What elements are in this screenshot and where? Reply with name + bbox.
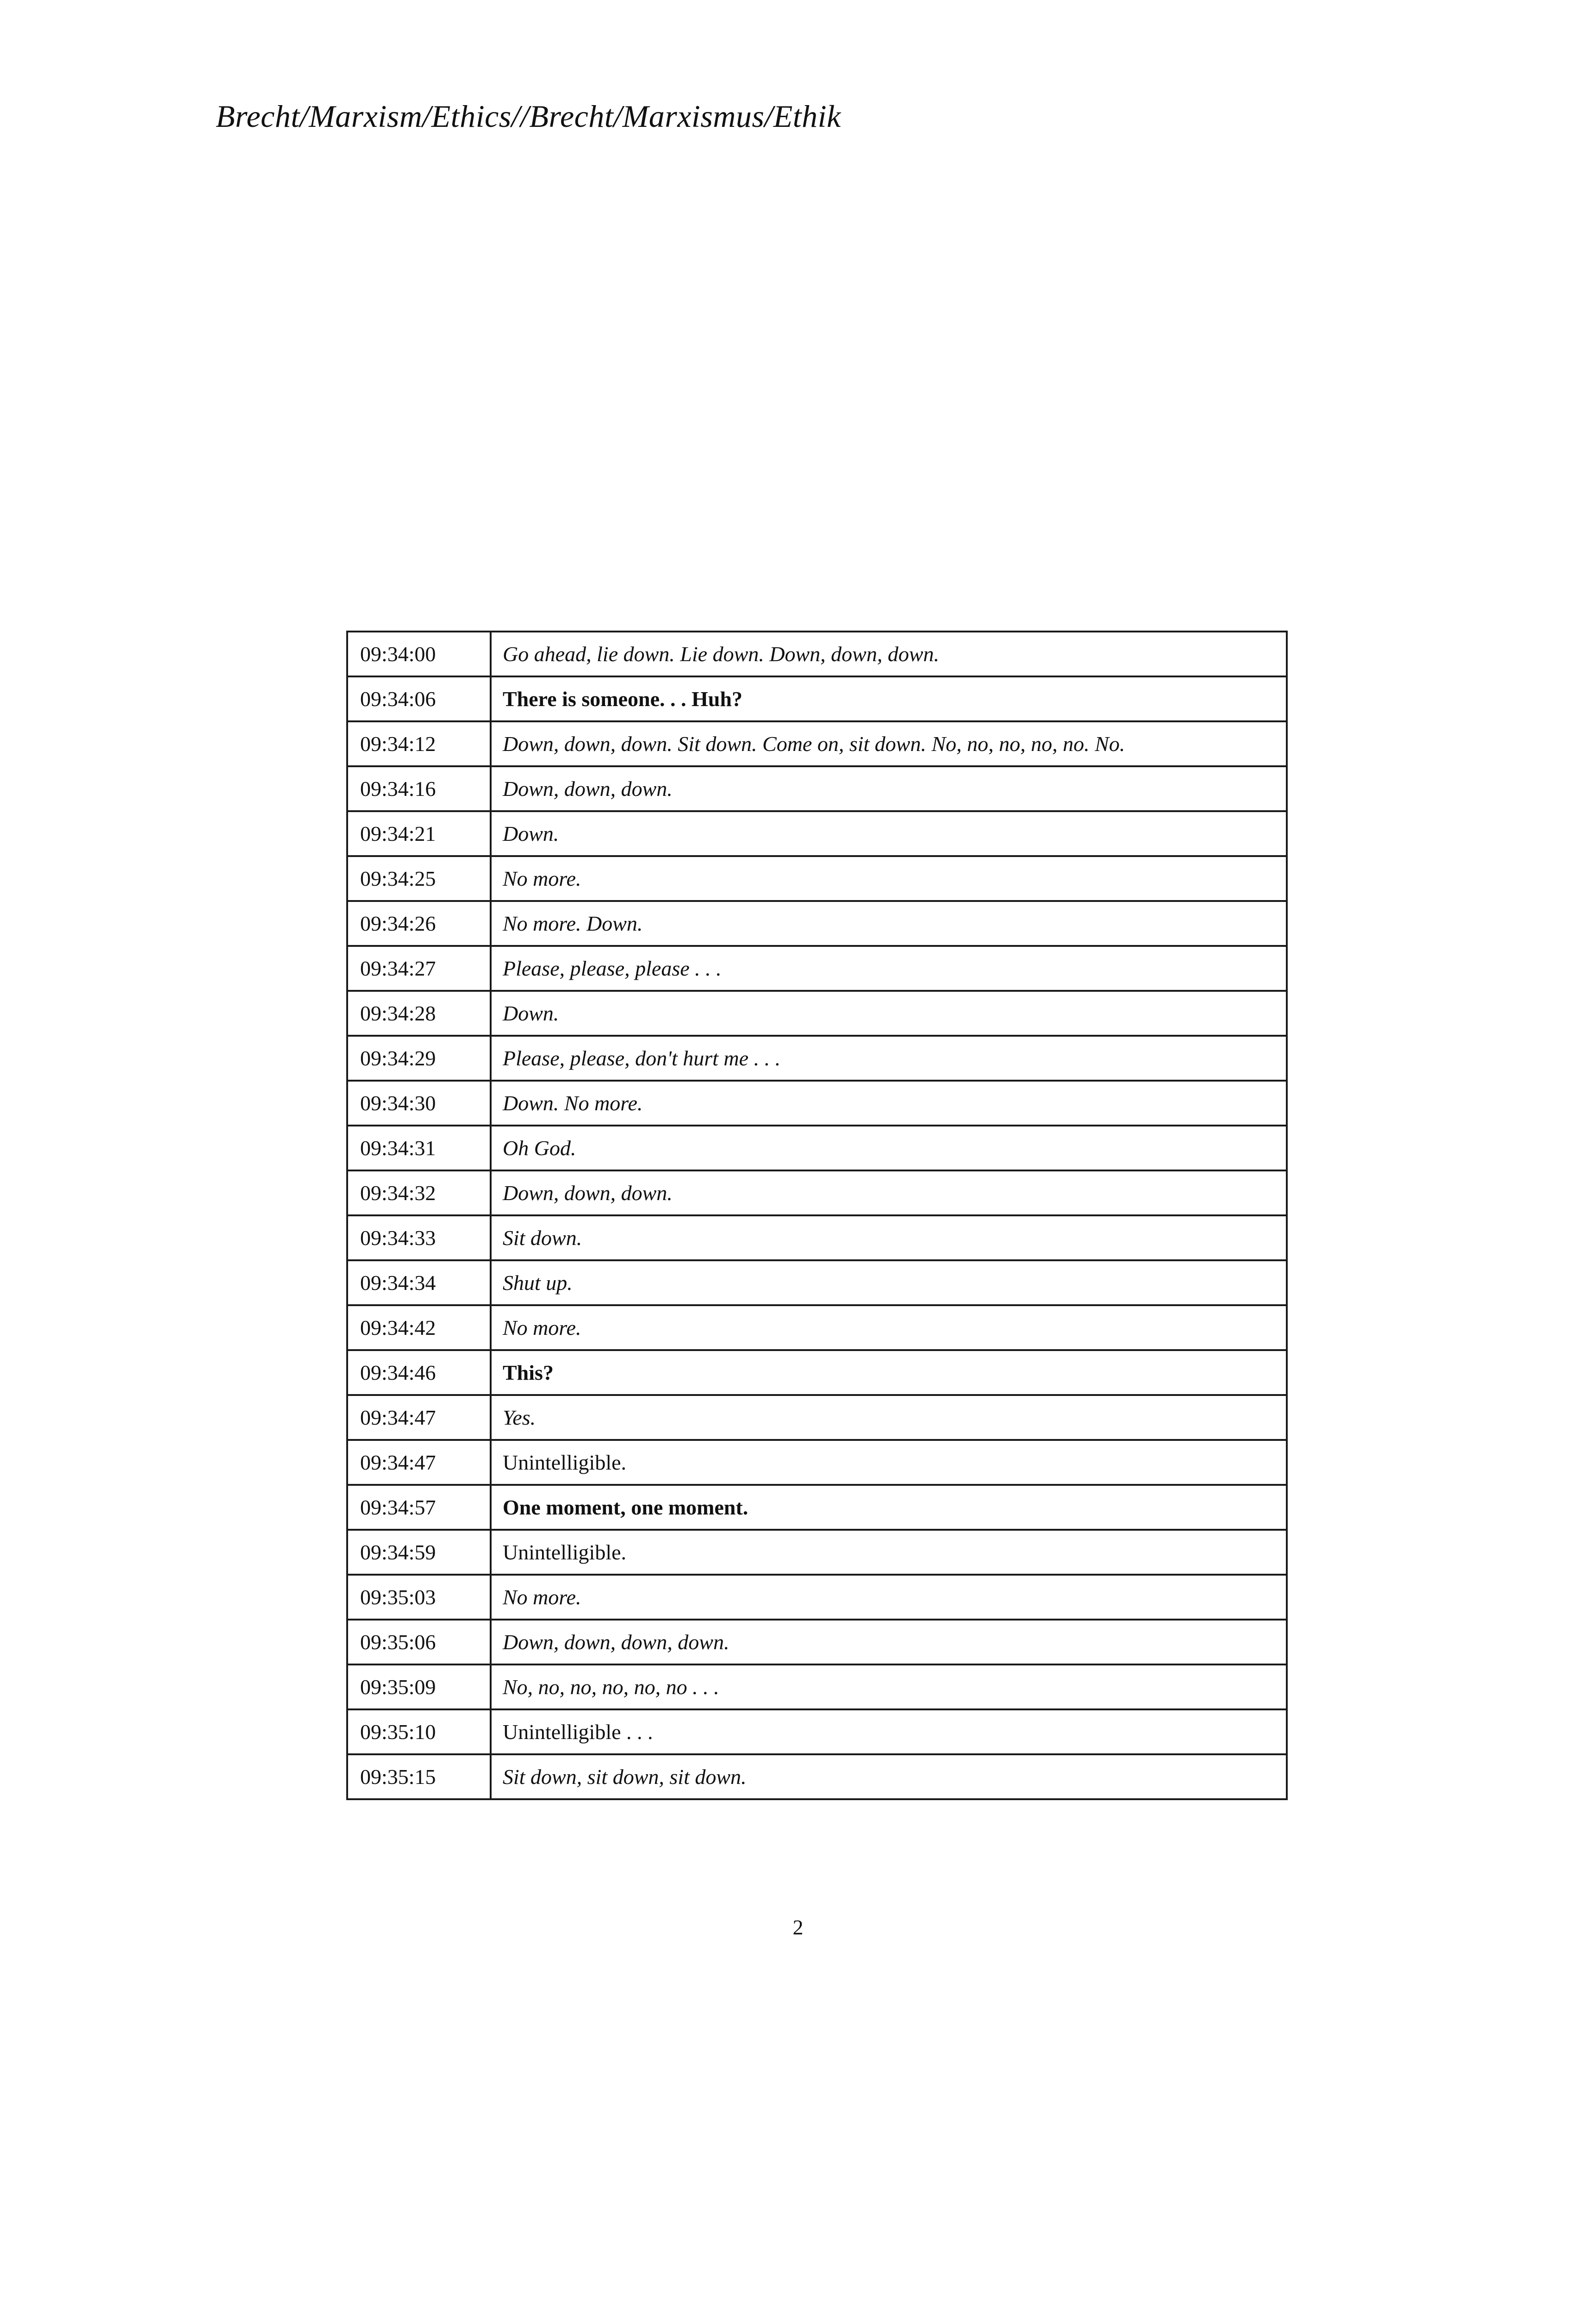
table-row	[347, 1664, 1287, 1709]
table-row	[347, 676, 1287, 721]
table-row	[347, 901, 1287, 946]
table-row	[347, 1575, 1287, 1620]
table-row	[347, 1709, 1287, 1754]
table-row	[347, 856, 1287, 901]
table-row	[347, 1350, 1287, 1395]
timestamp-cell: 09:34:27	[347, 946, 491, 991]
timestamp-cell: 09:34:47	[347, 1440, 491, 1485]
timestamp-cell: 09:34:16	[347, 766, 491, 811]
running-header: Brecht/Marxism/Ethics//Brecht/Marxismus/Ethik	[216, 99, 841, 134]
utterance-cell: No more. Down.	[491, 901, 1287, 946]
utterance-cell: Please, please, don't hurt me . . .	[491, 1036, 1287, 1081]
utterance-cell: This?	[491, 1350, 1287, 1395]
timestamp-cell: 09:34:06	[347, 676, 491, 721]
table-row	[347, 721, 1287, 766]
table-row	[347, 1395, 1287, 1440]
timestamp-cell: 09:35:03	[347, 1575, 491, 1620]
utterance-cell: Down, down, down.	[491, 1170, 1287, 1215]
table-row	[347, 946, 1287, 991]
table-row	[347, 1036, 1287, 1081]
table-row	[347, 1620, 1287, 1664]
utterance-cell: Down, down, down.	[491, 766, 1287, 811]
table-row	[347, 991, 1287, 1036]
table-row	[347, 1485, 1287, 1530]
utterance-cell: Go ahead, lie down. Lie down. Down, down, down.	[491, 632, 1287, 676]
utterance-cell: There is someone. . . Huh?	[491, 676, 1287, 721]
utterance-cell: Down.	[491, 991, 1287, 1036]
table-row	[347, 1260, 1287, 1305]
table-row	[347, 1081, 1287, 1126]
timestamp-cell: 09:34:46	[347, 1350, 491, 1395]
table-row	[347, 766, 1287, 811]
utterance-cell: No more.	[491, 1305, 1287, 1350]
table-row	[347, 1215, 1287, 1260]
utterance-cell: Sit down, sit down, sit down.	[491, 1754, 1287, 1799]
timestamp-cell: 09:35:10	[347, 1709, 491, 1754]
timestamp-cell: 09:34:26	[347, 901, 491, 946]
timestamp-cell: 09:34:47	[347, 1395, 491, 1440]
utterance-cell: Oh God.	[491, 1126, 1287, 1170]
timestamp-cell: 09:34:31	[347, 1126, 491, 1170]
utterance-cell: Please, please, please . . .	[491, 946, 1287, 991]
utterance-cell: No more.	[491, 1575, 1287, 1620]
table-row	[347, 811, 1287, 856]
table-row	[347, 1126, 1287, 1170]
timestamp-cell: 09:34:42	[347, 1305, 491, 1350]
table-row	[347, 1440, 1287, 1485]
timestamp-cell: 09:35:15	[347, 1754, 491, 1799]
timestamp-cell: 09:35:06	[347, 1620, 491, 1664]
timestamp-cell: 09:34:25	[347, 856, 491, 901]
inner-page-number: 2	[792, 1915, 804, 1939]
timestamp-cell: 09:34:29	[347, 1036, 491, 1081]
utterance-cell: No, no, no, no, no, no . . .	[491, 1664, 1287, 1709]
table-row	[347, 1754, 1287, 1799]
utterance-cell: Down.	[491, 811, 1287, 856]
timestamp-cell: 09:34:21	[347, 811, 491, 856]
table-row	[347, 1305, 1287, 1350]
utterance-cell: Unintelligible . . .	[491, 1709, 1287, 1754]
utterance-cell: Yes.	[491, 1395, 1287, 1440]
timestamp-cell: 09:34:30	[347, 1081, 491, 1126]
utterance-cell: One moment, one moment.	[491, 1485, 1287, 1530]
table-row	[347, 632, 1287, 676]
utterance-cell: Down, down, down. Sit down. Come on, sit down. No, no, no, no, no. No.	[491, 721, 1287, 766]
table-row	[347, 1530, 1287, 1575]
transcript-body	[347, 632, 1287, 1799]
utterance-cell: Unintelligible.	[491, 1530, 1287, 1575]
timestamp-cell: 09:34:32	[347, 1170, 491, 1215]
timestamp-cell: 09:34:28	[347, 991, 491, 1036]
timestamp-cell: 09:34:34	[347, 1260, 491, 1305]
utterance-cell: No more.	[491, 856, 1287, 901]
timestamp-cell: 09:35:09	[347, 1664, 491, 1709]
timestamp-cell: 09:34:33	[347, 1215, 491, 1260]
utterance-cell: Sit down.	[491, 1215, 1287, 1260]
transcript-table	[346, 631, 1288, 1800]
utterance-cell: Shut up.	[491, 1260, 1287, 1305]
utterance-cell: Down. No more.	[491, 1081, 1287, 1126]
utterance-cell: Down, down, down, down.	[491, 1620, 1287, 1664]
timestamp-cell: 09:34:00	[347, 632, 491, 676]
timestamp-cell: 09:34:59	[347, 1530, 491, 1575]
timestamp-cell: 09:34:12	[347, 721, 491, 766]
table-row	[347, 1170, 1287, 1215]
utterance-cell: Unintelligible.	[491, 1440, 1287, 1485]
timestamp-cell: 09:34:57	[347, 1485, 491, 1530]
